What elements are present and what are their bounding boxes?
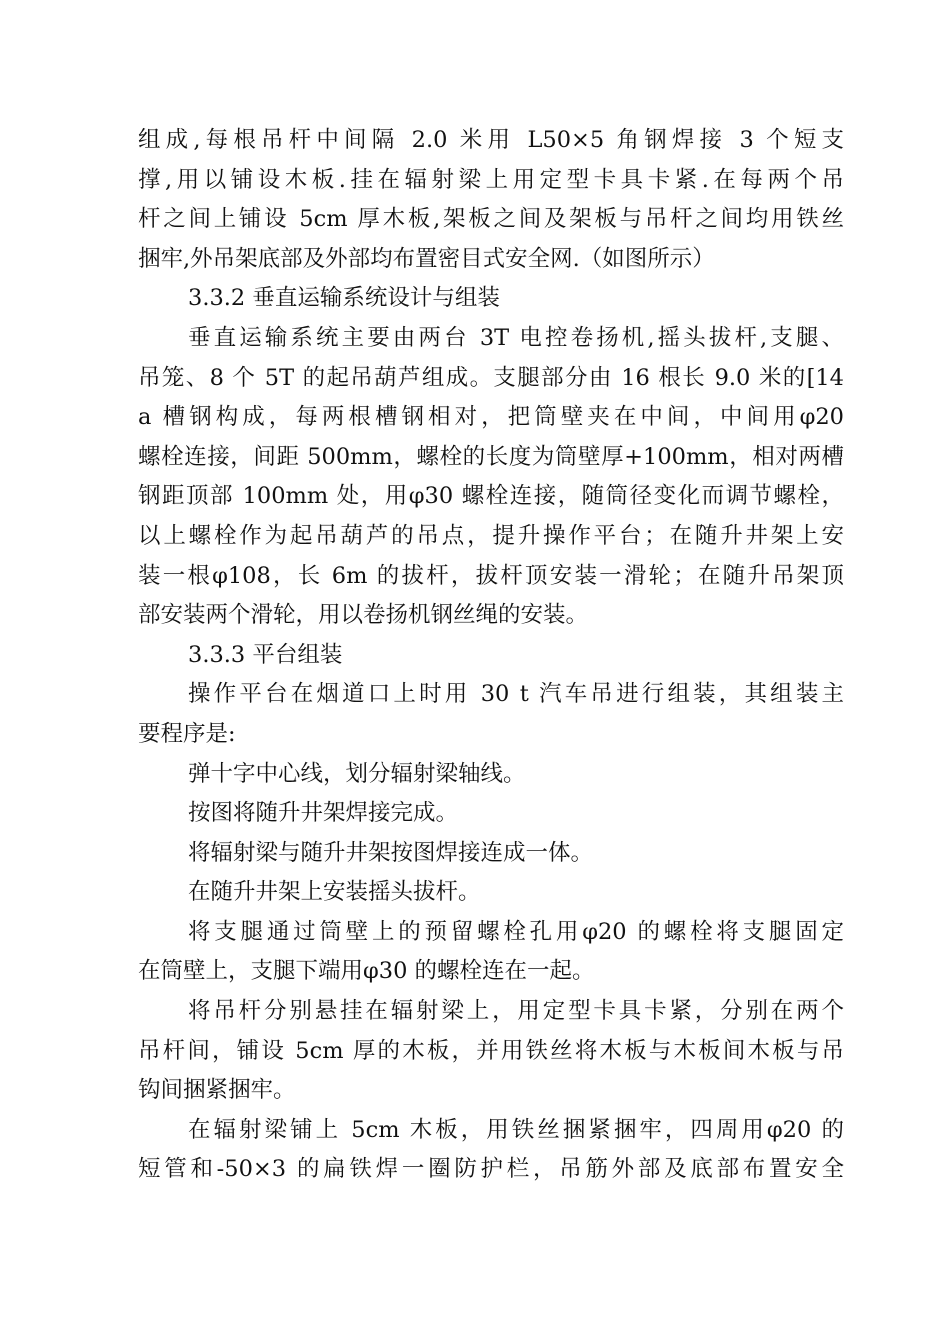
section-heading-3-3-2: 3.3.2 垂直运输系统设计与组装 xyxy=(188,285,500,312)
text-line: 将支腿通过筒壁上的预留螺栓孔用φ20 的螺栓将支腿固定 xyxy=(188,918,844,945)
text-line: 装一根φ108，长 6m 的拔杆，拔杆顶安装一滑轮；在随升吊架顶 xyxy=(138,562,844,589)
text-line: 钢距顶部 100mm 处，用φ30 螺栓连接，随筒径变化而调节螺栓， xyxy=(138,483,844,510)
text-line: 撑,用以铺设木板.挂在辐射梁上用定型卡具卡紧.在每两个吊 xyxy=(138,166,844,193)
section-heading-3-3-3: 3.3.3 平台组装 xyxy=(188,641,343,668)
text-line: 按图将随升井架焊接完成。 xyxy=(188,800,459,827)
text-line: 垂直运输系统主要由两台 3T 电控卷扬机,摇头拔杆,支腿、 xyxy=(188,324,844,351)
text-line: 杆之间上铺设 5cm 厚木板,架板之间及架板与吊杆之间均用铁丝 xyxy=(138,206,844,233)
text-line: 将吊杆分别悬挂在辐射梁上，用定型卡具卡紧，分别在两个 xyxy=(188,998,844,1025)
text-line: 螺栓连接，间距 500mm，螺栓的长度为筒壁厚+100mm，相对两槽 xyxy=(138,443,844,470)
text-line: 在随升井架上安装摇头拔杆。 xyxy=(188,879,481,906)
text-line: 在辐射梁铺上 5cm 木板，用铁丝捆紧捆牢，四周用φ20 的 xyxy=(188,1116,844,1143)
text-line: 吊笼、8 个 5T 的起吊葫芦组成。支腿部分由 16 根长 9.0 米的[14 xyxy=(138,364,844,391)
text-line: 将辐射梁与随升井架按图焊接连成一体。 xyxy=(188,839,594,866)
text-line: 在筒壁上，支腿下端用φ30 的螺栓连在一起。 xyxy=(138,958,595,985)
text-line: 操作平台在烟道口上时用 30 t 汽车吊进行组装，其组装主 xyxy=(188,681,844,708)
text-line: 组成,每根吊杆中间隔 2.0 米用 L50×5 角钢焊接 3 个短支 xyxy=(138,127,844,153)
document-body xyxy=(138,121,844,1190)
text-line: 弹十字中心线，划分辐射梁轴线。 xyxy=(188,760,526,787)
text-line: 要程序是: xyxy=(138,720,236,747)
text-line: 以上螺栓作为起吊葫芦的吊点，提升操作平台；在随升井架上安 xyxy=(138,522,844,549)
text-line: a 槽钢构成，每两根槽钢相对，把筒壁夹在中间，中间用φ20 xyxy=(138,404,844,431)
text-line: 吊杆间，铺设 5cm 厚的木板，并用铁丝将木板与木板间木板与吊 xyxy=(138,1037,844,1064)
text-line: 短管和-50×3 的扁铁焊一圈防护栏，吊筋外部及底部布置安全 xyxy=(138,1156,844,1183)
text-line: 钩间捆紧捆牢。 xyxy=(138,1077,296,1104)
text-line: 捆牢,外吊架底部及外部均布置密目式安全网.（如图所示） xyxy=(138,245,715,272)
text-line: 部安装两个滑轮，用以卷扬机钢丝绳的安装。 xyxy=(138,602,589,629)
